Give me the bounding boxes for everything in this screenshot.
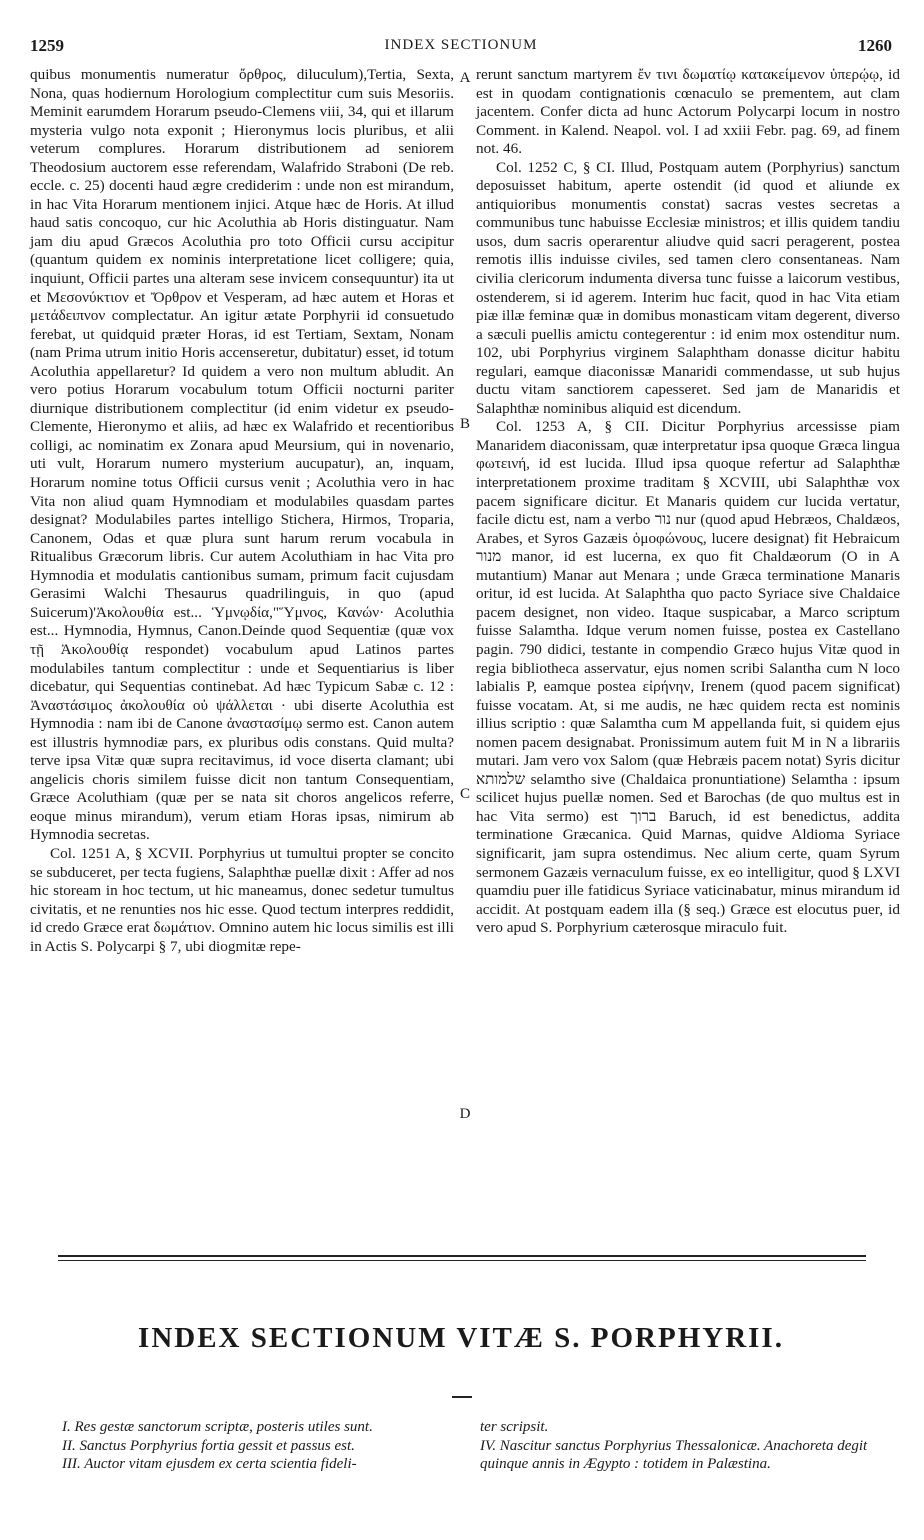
index-entry: II. Sanctus Porphyrius fortia gessit et passus est. bbox=[62, 1437, 355, 1454]
divider-rule bbox=[58, 1260, 866, 1261]
two-column-body bbox=[30, 66, 900, 1242]
paragraph: Col. 1251 A, § XCVII. Porphyrius ut tumultui propter se concito se subduceret, per tecta fugiens, Salaphthæ puellæ dixit : Affer ad nos hic stoream in hoc tectum, ut hic maneamus, donec sedetur tumultus civitatis, et ne renunties nos hic esse. Quod tectum interpres reddidit, id credo Græce erat δωμάτιον. Omnino autem hic locus similis est illi in Actis S. Polycarpi § 7, ubi diogmitæ repe- bbox=[30, 844, 454, 955]
index-entry: I. Res gestæ sanctorum scriptæ, posteris utiles sunt. bbox=[62, 1419, 373, 1435]
section-title: INDEX SECTIONUM VITÆ S. PORPHYRII. bbox=[138, 1322, 784, 1354]
right-column bbox=[476, 66, 900, 938]
paragraph: Col. 1252 C, § CI. Illud, Postquam autem (Porphyrius) sanctum deposuisset habitum, aperte ostendit (id quod et aliunde ex antiquioribus monumentis constat) sacras vestes secretas a communibus tunc habuisse Ecclesiæ ministros; et illis quidem tandiu usos, dum sacris operarentur aliudve quid sacri peragerent, postea remotis illis induisse civiles, sed tamen clero consentaneas. Nam civilia clericorum indumenta diversa tunc fuisse a laicorum vestibus, ostenderem, si id agerem. Interim huc facit, quod in hac Vita etiam piæ illæ feminæ quæ in domibus monasticam vitam degerent, diverso a sæculi puellis amictu contegerentur : id enim mox ostenditur num. 102, ubi Porphyrius virginem Salaphtham donasse dicitur habitu regulari, eamque diaconissæ Manaridi commendasse, ut sub hujus ductu vitam sanctiorem capesseret. Sed jam de Manaridis et Salaphthæ nominibus aliquid est dicendum. bbox=[476, 158, 900, 417]
paragraph: Col. 1253 A, § CII. Dicitur Porphyrius arcessisse piam Manaridem diaconissam, quæ interpretatur ipsa quoque Græca lingua φωτεινή, id est lucida. Illud ipsa quoque refertur ad Salaphthæ interpretationem proxime traditam § XCVIII, ubi Salaphthæ vox pacem significare dicitur. Et Manaris quidem cur lucida vertatur, facile dictu est, nam a verbo נור nur (quod apud Hebræos, Chaldæos, Arabes, et Syros Gazæis ὁμοφώνους, lucere designat) fit Hebraicum מנור manor, id est lucerna, ex quo fit Chaldæorum (O in A mutantium) Manar aut Menara ; unde Græca terminatione Manaris oritur, id est lucida. At Salaphtha quo pacto Syriace sive Chaldaice pacem designet, non video. Itaque suspicabar, a Marco scriptum fuisse Salamtha. Idque verum nomen fuisse, postea ex Castellano pagin. 790 didici, testante in compendio Græco hujus Vitæ quod in regia bibliotheca asservatur, ejus nomen scribi Salantha cum N loco labialis P, eamque postea εἰρήνην, Irenem (quod pacem significat) fuisse vocatam. At, si me audis, ne hæc quidem recta est nominis illius scriptio : quæ Salamtha cum M appellanda fuit, si quidem ejus nomen pacem designabat. Pronissimum autem fuit M in N a librariis mutari. Jam vero vox Salom (quæ Hebræis pacem notat) Syris dicitur שלמותא selamtho sive (Chaldaica pronuntiatione) Selamtha : ipsum scilicet hujus puellæ nomen. Sed et Barochas (de quo multus est in hac Vita sermo) est ברוך Baruch, id est benedictus, addita terminatione Græcanica. Quid Marnas, quidve Aldioma Syriace significarit, jam supra ostendimus. Nec alium certe, quam Syrum sermonem Gazæis vernaculum fuisse, ex eo intelligitur, quod § LXVI quamdiu puer ille fatidicus Syriace vaticinabatur, minus mirandum id accidit. At postquam eadem illa (§ seq.) Græce est elocutus puer, id vero apud S. Porphyrium cæterosque miraculo fuit. bbox=[476, 418, 900, 937]
index-entry: IV. Nascitur sanctus Porphyrius Thessalonicæ. Anachoreta degit quinque annis in Ægypto : totidem in Palæstina. bbox=[480, 1437, 868, 1472]
index-column-right bbox=[480, 1418, 892, 1474]
running-title: INDEX SECTIONUM bbox=[384, 37, 538, 53]
paragraph: quibus monumentis numeratur ὄρθρος, diluculum),Tertia, Sexta, Nona, quas hodiernum Horologium complectitur cum suis Mesoriis. Meminit earumdem Horarum pseudo-Clemens viii, 34, qui et illarum mysteria vulgo nota exponit ; Hieronymus locis pluribus, et alii veterum complures. Horarum distributionem ad seniorem Theodosium auctorem esse referendam, Walafrido Straboni (De reb. eccle. c. 25) docenti haud ægre crediderim : unde non est mirandum, in hac Vita Horarum mentionem injici. Atque hæc de Horis. At illud haud satis concoquo, cur hic Acoluthia ab Horis distinguatur. Nam jam diu apud Græcos Acoluthia pro toto Officii cursu accipitur (quantum quidem ex nominis interpretatione licet colligere; quia, inquiunt, Officii partes una alteram sese invicem consequuntur) ita ut et Μεσονύκτιον et Ὄρθρον et Vesperam, ad hæc autem et Horas et μετάδειπνον complectatur. An igitur ætate Porphyrii id consuetudo ferebat, ut quidquid præter Horas, id est Tertiam, Sextam, Nonam (nam Prima utrum initio Horis accenseretur, dubitatur) esset, id totum Acoluthia appellaretur? Id quidem a vero non multum abludit. An vero potius Horarum vocabulum totum Officii nocturni pariter diurnique distributionem complectitur (id enim videtur ex pseudo-Clemente, Hieronymo et aliis, ad hæc ex Walafrido et recentioribus colligi, ac nominatim ex Zonara apud Meursium, qui in novenario, uti vult, Horarum numero mysterium aucupatur), an, inquam, Horarum nomine totus Officii cursus venit ; Acoluthia vero in hac Vita non aliud quam Hymnodiam et modulabiles quasdam partes designat? Modulabiles partes intelligo Stichera, Hirmos, Troparia, Canonem, Odas et quæ plura sunt harum rerum vocabula in Ritualibus Græcorum libris. Cur autem Acoluthiam in hac Vita pro Hymnodia et modulatis cantionibus sumam, primum facit cujusdam Gerasimi Walchi Thesaurus quadrilinguis, in quo (apud Suicerum)'Ἀκολουθία est... Ὑμνῳδία,"Ὕμνος, Κανών· Acoluthia est... Hymnodia, Hymnus, Canon.Deinde quod Sequentiæ (quæ vox τῇ Ἀκολουθίᾳ respondet) vocabulum apud Latinos partes modulabiles tantum complectitur : unde et Sequentiarius is liber dicebatur, qui Sequentias continebat. Ad hæc Typicum Sabæ c. 12 : Ἀναστάσιμος ἀκολουθία οὐ ψάλλεται · ubi diserte Acoluthia est Hymnodia : nam ibi de Canone ἀναστασίμῳ sermo est. Canon autem est illustris hymnodiæ pars, ex pluribus odis constans. Quid multa? terve ipsa Vitæ quæ supra recitavimus, id voce diserta clamant; ubi angelicis choris similem fuisse dicit non tantum Consequentiam, Græce Acoluthiam (quæ per se nata sit choros angelicos referre, eoque minus mirandum), verum etiam Horas ipsas, nimirum ab Hymnodia secretas. bbox=[30, 66, 454, 844]
left-column bbox=[30, 66, 454, 956]
margin-marker-c: C bbox=[459, 786, 470, 802]
margin-marker-a: A bbox=[459, 70, 471, 86]
page-number-left: 1259 bbox=[30, 36, 64, 55]
paragraph: rerunt sanctum martyrem ἔν τινι δωματίῳ κατακείμενον ὑπερῴῳ, id est in quodam contignationis cœnaculo se prementem, aut clam jacentem. Confer dicta ad hunc Actorum Polycarpi locum in nostro Comment. in Kalend. Neapol. vol. I ad xxiii Febr. pag. 69, ad finem not. 46. bbox=[476, 66, 900, 158]
index-column-left bbox=[62, 1418, 454, 1474]
margin-marker-b: B bbox=[459, 416, 470, 432]
running-header bbox=[30, 36, 892, 60]
divider-rule bbox=[58, 1255, 866, 1257]
index-entry: III. Auctor vitam ejusdem ex certa scientia fideli- bbox=[62, 1456, 357, 1472]
title-dash bbox=[452, 1396, 472, 1398]
index-entry: ter scripsit. bbox=[480, 1419, 549, 1435]
page-number-right: 1260 bbox=[858, 36, 892, 55]
margin-marker-d: D bbox=[459, 1106, 471, 1122]
